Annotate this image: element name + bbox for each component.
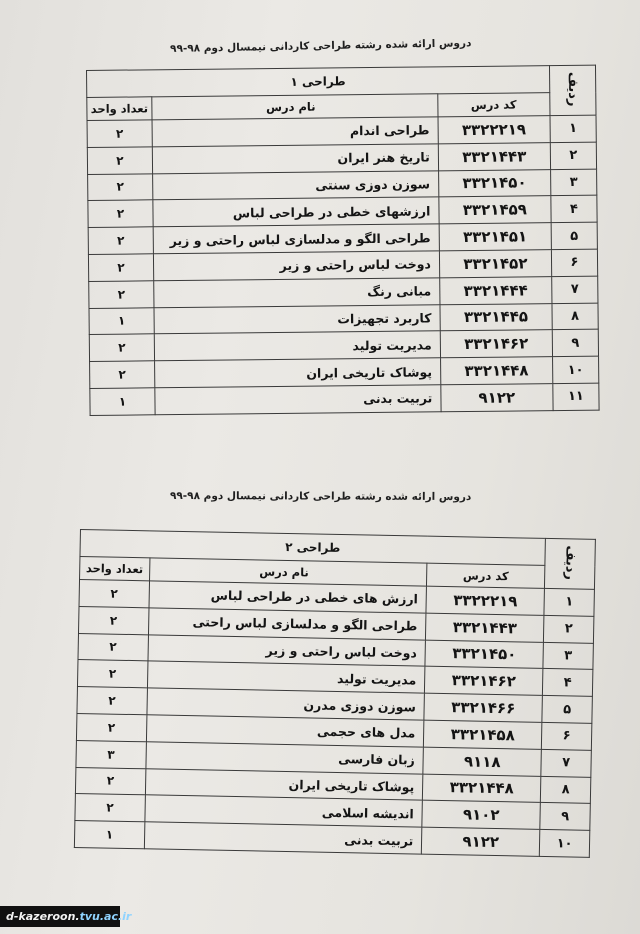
course-code-cell: ۹۱۰۲ xyxy=(422,801,540,830)
course-code-cell: ۹۱۱۸ xyxy=(423,747,541,776)
row-number-cell: ۵ xyxy=(542,696,592,724)
course-code-cell: ۳۳۲۱۴۴۳ xyxy=(438,142,550,170)
course-name-cell: سوزن دوزی مدرن xyxy=(147,688,425,720)
row-number-cell: ۱ xyxy=(550,115,596,142)
watermark-prefix: d-kazeroon. xyxy=(6,910,80,923)
row-number-cell: ۷ xyxy=(552,276,598,303)
course-name-cell: اندیشه اسلامی xyxy=(144,795,422,827)
units-cell: ۲ xyxy=(88,173,153,200)
row-number-cell: ۳ xyxy=(550,169,596,196)
row-number-cell: ۶ xyxy=(541,722,591,750)
table2-body xyxy=(74,580,594,858)
course-name-cell: پوشاک تاریخی ایران xyxy=(145,768,423,800)
watermark-domain: tvu.ac.ir xyxy=(79,910,132,923)
row-number-cell: ۸ xyxy=(540,776,590,804)
units-cell: ۲ xyxy=(89,281,154,308)
course-code-cell: ۹۱۲۲ xyxy=(441,384,553,412)
course-name-cell: دوخت لباس راحتی و زیر xyxy=(153,251,439,281)
course-code-cell: ۳۳۲۱۴۵۱ xyxy=(439,223,551,251)
course-name-cell: پوشاک تاریخی ایران xyxy=(155,358,441,388)
course-name-cell: ارزشهای خطی در طراحی لباس xyxy=(153,197,439,227)
row-number-cell: ۲ xyxy=(550,142,596,169)
course-code-cell: ۳۳۲۲۲۱۹ xyxy=(426,586,544,615)
table1-title: دروس ارائه شده رشته طراحی کاردانی نیمسال دوم ۹۸-۹۹ xyxy=(170,37,472,55)
units-cell: ۲ xyxy=(89,334,154,361)
row-number-cell: ۱۰ xyxy=(552,356,598,383)
row-number-cell: ۱ xyxy=(544,588,594,616)
radif-header: ردیف xyxy=(545,538,596,589)
name-header: نام درس xyxy=(149,558,427,586)
row-number-cell: ۹ xyxy=(552,330,598,357)
units-cell: ۲ xyxy=(88,227,153,254)
units-cell: ۲ xyxy=(88,200,153,227)
row-number-cell: ۱۱ xyxy=(553,383,599,410)
course-code-cell: ۳۳۲۱۴۵۰ xyxy=(425,640,543,669)
units-cell: ۲ xyxy=(75,794,145,822)
units-cell: ۱ xyxy=(90,388,155,415)
course-name-cell: زبان فارسی xyxy=(146,742,424,774)
row-number-cell: ۹ xyxy=(540,803,590,831)
units-cell: ۲ xyxy=(77,660,147,688)
course-name-cell: مدل های حجمی xyxy=(146,715,424,747)
code-header: کد درس xyxy=(438,93,550,117)
course-code-cell: ۳۳۲۲۲۱۹ xyxy=(438,116,550,144)
units-cell: ۲ xyxy=(75,767,145,795)
course-name-cell: تربیت بدنی xyxy=(155,385,441,415)
units-header: تعداد واحد xyxy=(80,557,150,581)
course-name-cell: ارزش های خطی در طراحی لباس xyxy=(149,581,427,613)
units-cell: ۲ xyxy=(76,713,146,741)
course-name-cell: دوخت لباس راحتی و زیر xyxy=(148,634,426,666)
course-name-cell: طراحی الگو و مدلسازی لباس راحتی و زیر xyxy=(153,224,439,254)
row-number-cell: ۸ xyxy=(552,303,598,330)
course-name-cell: طراحی اندام xyxy=(152,117,438,147)
units-cell: ۲ xyxy=(87,120,152,147)
group-heading: طراحی ۲ xyxy=(80,530,546,566)
units-cell: ۲ xyxy=(90,361,155,388)
course-name-cell: تربیت بدنی xyxy=(144,822,422,854)
units-cell: ۱ xyxy=(74,821,144,849)
course-code-cell: ۳۳۲۱۴۵۰ xyxy=(438,169,550,197)
course-code-cell: ۳۳۲۱۴۶۲ xyxy=(440,330,552,358)
radif-header: ردیف xyxy=(549,65,596,115)
course-name-cell: کاربرد تجهیزات xyxy=(154,304,440,334)
course-name-cell: تاریخ هنر ایران xyxy=(152,144,438,174)
course-code-cell: ۳۳۲۱۴۶۲ xyxy=(425,667,543,696)
course-code-cell: ۳۳۲۱۴۴۵ xyxy=(440,303,552,331)
units-cell: ۲ xyxy=(79,606,149,634)
units-cell: ۱ xyxy=(89,307,154,334)
course-code-cell: ۳۳۲۱۴۴۸ xyxy=(423,774,541,803)
course-code-cell: ۳۳۲۱۴۵۲ xyxy=(439,250,551,278)
units-cell: ۲ xyxy=(88,254,153,281)
course-name-cell: طراحی الگو و مدلسازی لباس راحتی xyxy=(148,608,426,640)
course-code-cell: ۳۳۲۱۴۴۸ xyxy=(440,357,552,385)
course-code-cell: ۳۳۲۱۴۴۴ xyxy=(440,276,552,304)
course-table-2 xyxy=(74,529,596,858)
units-cell: ۲ xyxy=(78,633,148,661)
row-number-cell: ۵ xyxy=(551,222,597,249)
row-number-cell: ۳ xyxy=(543,642,593,670)
row-number-cell: ۴ xyxy=(543,669,593,697)
name-header: نام درس xyxy=(152,94,438,120)
code-header: کد درس xyxy=(427,563,545,588)
units-cell: ۳ xyxy=(76,740,146,768)
site-watermark xyxy=(0,906,132,927)
course-name-cell: سوزن دوزی سنتی xyxy=(153,170,439,200)
course-code-cell: ۳۳۲۱۴۶۶ xyxy=(424,693,542,722)
row-number-cell: ۶ xyxy=(551,249,597,276)
table1-body xyxy=(87,115,599,415)
units-header: تعداد واحد xyxy=(87,97,152,121)
row-number-cell: ۱۰ xyxy=(539,830,589,858)
row-number-cell: ۷ xyxy=(541,749,591,777)
units-cell: ۲ xyxy=(87,147,152,174)
row-number-cell: ۲ xyxy=(544,615,594,643)
course-code-cell: ۹۱۲۲ xyxy=(422,827,540,856)
course-name-cell: مبانی رنگ xyxy=(154,278,440,308)
course-table-1 xyxy=(86,65,600,416)
table2-title: دروس ارائه شده رشته طراحی کاردانی نیمسال دوم ۹۸-۹۹ xyxy=(169,490,472,504)
row-number-cell: ۴ xyxy=(551,196,597,223)
group-heading: طراحی ۱ xyxy=(87,66,550,98)
course-code-cell: ۳۳۲۱۴۵۹ xyxy=(439,196,551,224)
units-cell: ۲ xyxy=(77,687,147,715)
table-row xyxy=(90,383,599,415)
course-code-cell: ۳۳۲۱۴۵۸ xyxy=(424,720,542,749)
course-name-cell: مدیریت تولید xyxy=(147,661,425,693)
course-code-cell: ۳۳۲۱۴۴۳ xyxy=(426,613,544,642)
course-name-cell: مدیریت تولید xyxy=(154,331,440,361)
units-cell: ۲ xyxy=(79,580,149,608)
